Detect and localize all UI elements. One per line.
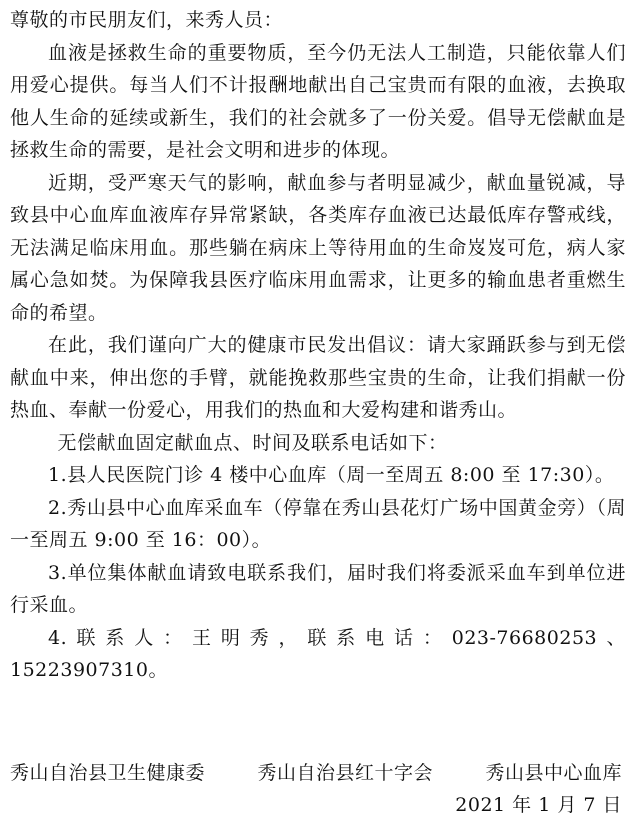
signer-blood-bank: 秀山县中心血库	[485, 762, 622, 784]
list-item: 4.联系人：王明秀，联系电话：023-76680253、15223907310。	[10, 626, 626, 681]
donation-points-list	[10, 459, 626, 687]
signers-row	[10, 757, 622, 789]
signer-red-cross: 秀山自治县红十字会	[257, 762, 433, 784]
donation-points-intro: 无偿献血固定献血点、时间及联系电话如下：	[57, 431, 448, 454]
list-item: 3.单位集体献血请致电联系我们，届时我们将委派采血车到单位进行采血。	[10, 561, 626, 616]
list-item: 1.县人民医院门诊 4 楼中心血库（周一至周五 8:00 至 17:30）。	[48, 464, 615, 486]
paragraph-appeal: 在此，我们谨向广大的健康市民发出倡议：请大家踊跃参与到无偿献血中来，伸出您的手臂，就能挽救那些宝贵的生命，让我们捐献一份热血、奉献一份爱心，用我们的热血和大爱构建和谐秀山。	[10, 334, 626, 421]
document-date: 2021 年 1 月 7 日	[455, 794, 622, 816]
paragraph-blood-importance: 血液是拯救生命的重要物质，至今仍无法人工制造，只能依靠人们用爱心提供。每当人们不计报酬地献出自己宝贵而有限的血液，去换取他人生命的延续或新生，我们的社会就多了一份关爱。倡导无偿献血是拯救生命的需要，是社会文明和进步的体现。	[10, 41, 626, 161]
notice-document	[10, 4, 626, 687]
greeting: 尊敬的市民朋友们，来秀人员：	[10, 9, 284, 31]
signer-health-commission: 秀山自治县卫生健康委	[10, 762, 206, 784]
signature-block	[10, 757, 622, 821]
list-item: 2.秀山县中心血库采血车（停靠在秀山县花灯广场中国黄金旁）（周一至周五 9:00 至 16：00）。	[10, 496, 626, 551]
paragraph-shortage: 近期，受严寒天气的影响，献血参与者明显减少，献血量锐减，导致县中心血库血液库存异常紧缺，各类库存血液已达最低库存警戒线，无法满足临床用血。那些躺在病床上等待用血的生命岌岌可危，病人家属心急如焚。为保障我县医疗临床用血需求，让更多的输血患者重燃生命的希望。	[10, 171, 626, 324]
